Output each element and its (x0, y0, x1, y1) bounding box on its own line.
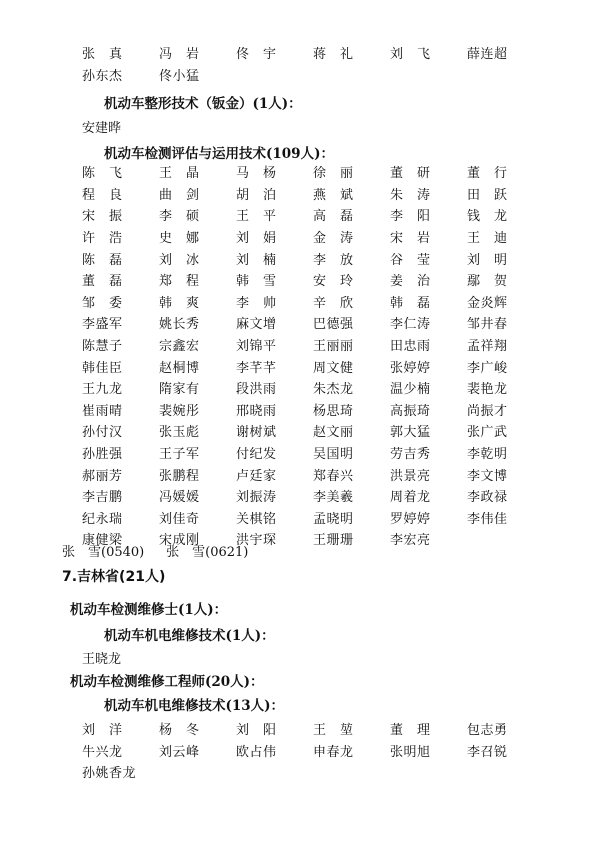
engineer-heading: 机动车检测维修工程师(20人)： (70, 674, 264, 690)
name-row (82, 420, 542, 442)
name-cell: 欧占伟 (236, 744, 277, 760)
name-cell: 郑 程 (159, 274, 200, 290)
name-cell: 李盛军 (82, 317, 123, 333)
name-cell: 金炎辉 (467, 295, 508, 311)
name-cell: 李政禄 (467, 490, 508, 506)
name-cell: 李 帅 (236, 295, 277, 311)
province-heading: 7.吉林省(21人) (62, 569, 166, 585)
name-cell: 孟晓明 (313, 511, 354, 527)
name-cell: 韩 雪 (236, 274, 277, 290)
name-cell: 陈 飞 (82, 166, 123, 182)
name-cell: 李 阳 (390, 209, 431, 225)
name-row (82, 740, 542, 762)
name-cell: 李 硕 (159, 209, 200, 225)
name-cell: 蒋 礼 (313, 47, 354, 63)
name-cell: 周着龙 (390, 490, 431, 506)
name-row (82, 355, 542, 377)
name-cell: 程 良 (82, 187, 123, 203)
name-cell: 郝丽芳 (82, 468, 123, 484)
name-cell: 宋 振 (82, 209, 123, 225)
name-cell: 刘 楠 (236, 252, 277, 268)
name-cell: 谢树斌 (236, 425, 277, 441)
name-cell: 裴婉彤 (159, 403, 200, 419)
name-cell: 李吉鹏 (82, 490, 123, 506)
name-cell: 李广峻 (467, 360, 508, 376)
name-cell: 孙付汉 (82, 425, 123, 441)
inspection-names-grid (82, 161, 542, 550)
name-cell: 裴艳龙 (467, 382, 508, 398)
name-cell: 孙胜强 (82, 447, 123, 463)
name-cell: 董 行 (467, 166, 508, 182)
name-row (82, 507, 542, 529)
name-row (82, 291, 542, 313)
name-cell: 佟 宇 (236, 47, 277, 63)
name-cell: 李美羲 (313, 490, 354, 506)
name-cell: 辛 欣 (313, 295, 354, 311)
name-cell: 韩 爽 (159, 295, 200, 311)
name-cell: 周文健 (313, 360, 354, 376)
name-cell: 杨 冬 (159, 723, 200, 739)
name-cell: 孙东杰 (82, 68, 123, 84)
name-cell: 朱 涛 (390, 187, 431, 203)
name-cell: 崔雨晴 (82, 403, 123, 419)
name-cell: 刘佳奇 (159, 511, 200, 527)
name-cell: 王九龙 (82, 382, 123, 398)
name-cell: 李召锐 (467, 744, 508, 760)
name-cell: 牛兴龙 (82, 744, 123, 760)
name-cell: 赵桐博 (159, 360, 200, 376)
name-cell: 包志勇 (467, 723, 508, 739)
name-cell: 关棋铭 (236, 511, 277, 527)
name-cell: 姜 治 (390, 274, 431, 290)
name-cell: 刘 阳 (236, 723, 277, 739)
extra-name: 张 雪(0621) (166, 545, 249, 560)
name-row (82, 718, 542, 740)
name-row (82, 226, 542, 248)
name-cell: 冯媛媛 (159, 490, 200, 506)
name-cell: 姚长秀 (159, 317, 200, 333)
name-cell: 李乾明 (467, 447, 508, 463)
name-cell: 巴德强 (313, 317, 354, 333)
name-cell: 吴国明 (313, 447, 354, 463)
name-cell: 张婷婷 (390, 360, 431, 376)
name-cell: 付纪发 (236, 447, 277, 463)
name-cell: 李伟佳 (467, 511, 508, 527)
name-cell: 宋成刚 (159, 533, 200, 549)
name-cell: 邢晓雨 (236, 403, 277, 419)
name-cell: 康健梁 (82, 533, 123, 549)
name-cell: 安 玲 (313, 274, 354, 290)
extra-name: 张 雪(0540) (62, 545, 145, 560)
name-cell: 洪宇琛 (236, 533, 277, 549)
name-cell: 韩佳臣 (82, 360, 123, 376)
name-cell: 韩 磊 (390, 295, 431, 311)
name-cell: 胡 泊 (236, 187, 277, 203)
name-row (82, 463, 542, 485)
name-row (82, 442, 542, 464)
name-cell: 刘 飞 (390, 47, 431, 63)
name-row (82, 269, 542, 291)
name-cell: 李 放 (313, 252, 354, 268)
name-row (82, 247, 542, 269)
name-cell: 罗婷婷 (390, 511, 431, 527)
inspection-heading: 机动车检测评估与运用技术(109人)： (104, 146, 334, 162)
name-cell: 薛连超 (467, 47, 508, 63)
name-cell: 鄢 贺 (467, 274, 508, 290)
top-names-grid (82, 42, 542, 85)
name-cell: 郭大猛 (390, 425, 431, 441)
name-cell: 刘 明 (467, 252, 508, 268)
name-cell: 申春龙 (313, 744, 354, 760)
name-cell: 刘云峰 (159, 744, 200, 760)
name-cell: 邹井春 (467, 317, 508, 333)
name-cell: 段洪雨 (236, 382, 277, 398)
name-cell: 燕 斌 (313, 187, 354, 203)
name-cell: 陈 磊 (82, 252, 123, 268)
name-cell: 郑春兴 (313, 468, 354, 484)
name-cell: 张鹏程 (159, 468, 200, 484)
name-cell: 张广武 (467, 425, 508, 441)
name-cell: 王珊珊 (313, 533, 354, 549)
name-row (82, 204, 542, 226)
inspection-extra-names (62, 541, 248, 560)
name-cell: 董 研 (390, 166, 431, 182)
name-cell: 李文博 (467, 468, 508, 484)
name-cell: 孙姚香龙 (82, 766, 137, 782)
name-cell: 钱 龙 (467, 209, 508, 225)
name-cell: 冯 岩 (159, 47, 200, 63)
name-cell: 徐 丽 (313, 166, 354, 182)
name-cell: 王 晶 (159, 166, 200, 182)
name-cell: 谷 莹 (390, 252, 431, 268)
technician-sub-heading: 机动车机电维修技术(1人)： (104, 628, 275, 644)
name-cell: 董 磊 (82, 274, 123, 290)
name-cell: 朱杰龙 (313, 382, 354, 398)
name-row (82, 485, 542, 507)
name-cell: 史 娜 (159, 231, 200, 247)
name-cell: 曲 剑 (159, 187, 200, 203)
name-cell: 劳吉秀 (390, 447, 431, 463)
technician-heading: 机动车检测维修士(1人)： (70, 602, 228, 618)
name-cell: 刘 娟 (236, 231, 277, 247)
name-cell: 李芊芊 (236, 360, 277, 376)
name-row (82, 377, 542, 399)
name-cell: 金 涛 (313, 231, 354, 247)
name-cell: 张 真 (82, 47, 123, 63)
name-cell: 孟祥翔 (467, 339, 508, 355)
name-cell: 陈慧子 (82, 339, 123, 355)
name-cell: 洪景亮 (390, 468, 431, 484)
name-row (82, 183, 542, 205)
name-cell: 佟小猛 (159, 68, 200, 84)
engineer-sub-heading: 机动车机电维修技术(13人)： (104, 698, 285, 714)
name-row (82, 334, 542, 356)
name-row (82, 761, 542, 783)
name-cell: 李宏亮 (390, 533, 431, 549)
name-cell: 王丽丽 (313, 339, 354, 355)
name-cell: 尚振才 (467, 403, 508, 419)
name-cell: 麻文增 (236, 317, 277, 333)
name-row (82, 42, 542, 64)
name-cell: 刘锦平 (236, 339, 277, 355)
technician-name: 王晓龙 (82, 652, 122, 667)
name-cell: 王 堃 (313, 723, 354, 739)
name-cell: 刘振涛 (236, 490, 277, 506)
sheet-metal-heading: 机动车整形技术（钣金）(1人)： (104, 96, 302, 112)
name-cell: 王 平 (236, 209, 277, 225)
name-cell: 赵文丽 (313, 425, 354, 441)
name-row (82, 161, 542, 183)
name-cell: 高振琦 (390, 403, 431, 419)
name-cell: 刘 冰 (159, 252, 200, 268)
name-cell: 刘 洋 (82, 723, 123, 739)
name-cell: 隋家有 (159, 382, 200, 398)
name-cell: 宋 岩 (390, 231, 431, 247)
name-cell: 王 迪 (467, 231, 508, 247)
name-row (82, 312, 542, 334)
name-cell: 卢廷家 (236, 468, 277, 484)
name-cell: 田忠雨 (390, 339, 431, 355)
name-cell: 李仁涛 (390, 317, 431, 333)
name-cell: 张明旭 (390, 744, 431, 760)
name-cell: 张玉彪 (159, 425, 200, 441)
name-cell: 纪永瑞 (82, 511, 123, 527)
name-cell: 董 理 (390, 723, 431, 739)
engineer-names-grid (82, 718, 542, 783)
name-cell: 许 浩 (82, 231, 123, 247)
name-cell: 马 杨 (236, 166, 277, 182)
sheet-metal-name: 安建晔 (82, 121, 122, 136)
name-cell: 田 跃 (467, 187, 508, 203)
name-cell: 宗鑫宏 (159, 339, 200, 355)
name-cell: 高 磊 (313, 209, 354, 225)
name-cell: 杨思琦 (313, 403, 354, 419)
name-row (82, 64, 542, 86)
name-cell: 王子军 (159, 447, 200, 463)
name-cell: 温少楠 (390, 382, 431, 398)
name-cell: 邹 委 (82, 295, 123, 311)
name-row (82, 399, 542, 421)
